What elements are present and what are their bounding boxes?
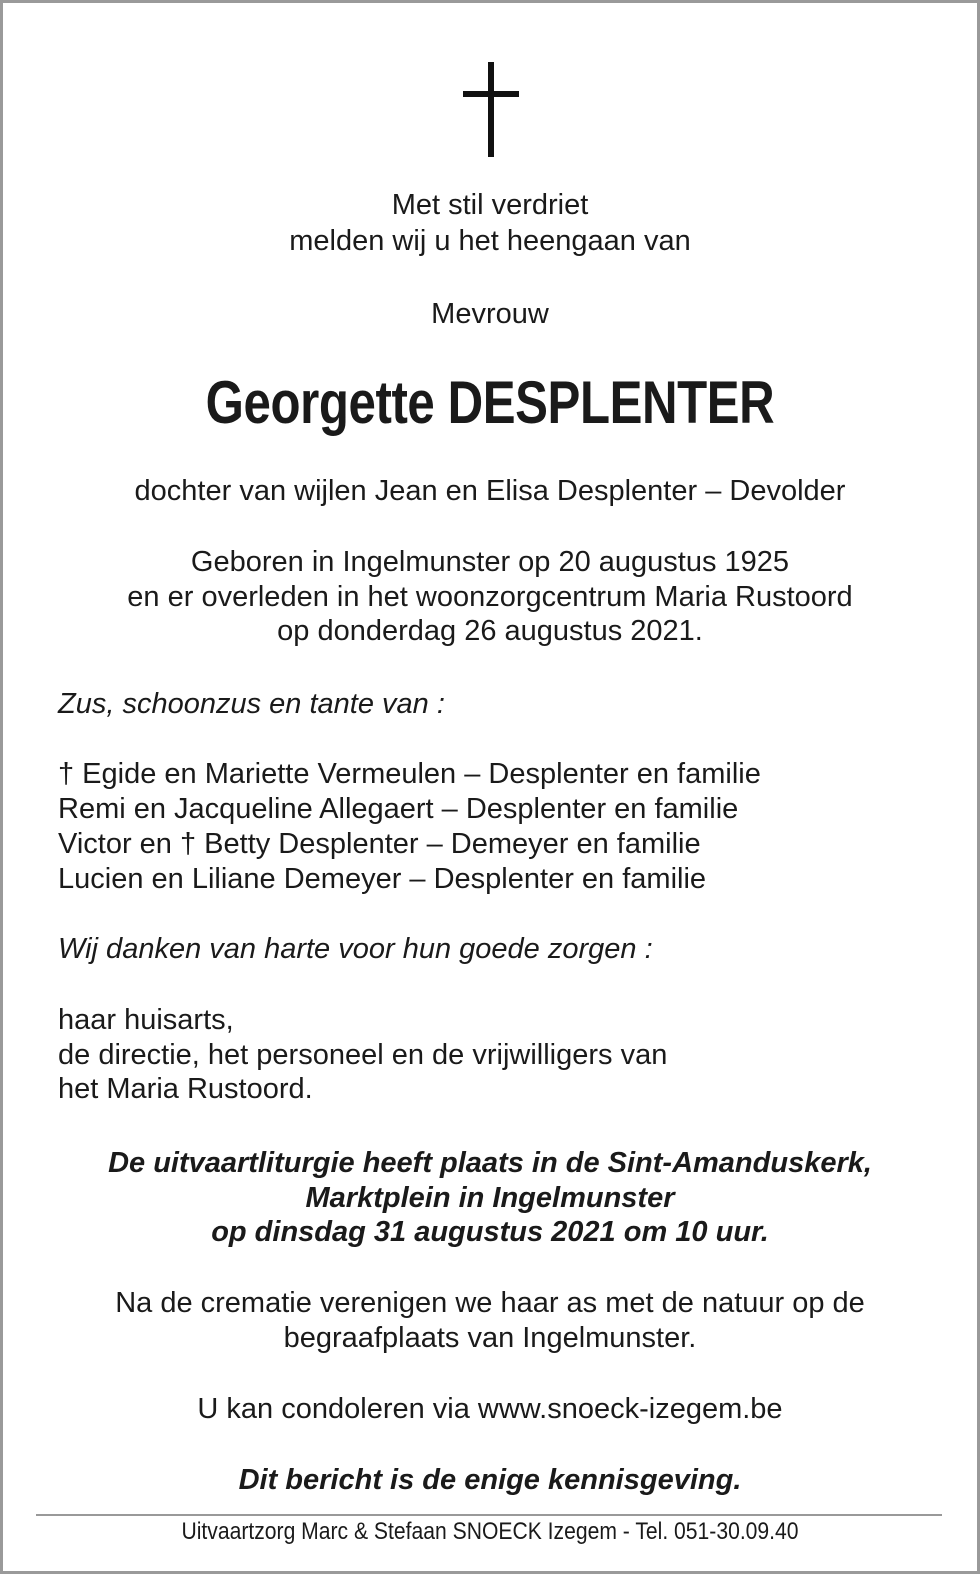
relative-item: Victor en † Betty Desplenter – Demeyer en familie: [58, 828, 701, 860]
cross-horizontal: [463, 91, 519, 97]
cremation-line: Na de crematie verenigen we haar as met de natuur op de: [115, 1287, 865, 1319]
footer-text: Uitvaartzorg Marc & Stefaan SNOECK Izegem - Tel. 051-30.09.40: [181, 1518, 799, 1545]
funeral-line: Marktplein in Ingelmunster: [305, 1182, 675, 1214]
parents: dochter van wijlen Jean en Elisa Desplenter – Devolder: [134, 475, 846, 507]
cross-vertical: [488, 62, 494, 157]
thanks-line: het Maria Rustoord.: [58, 1073, 313, 1105]
condolences-text: U kan condoleren via www.snoeck-izegem.be: [197, 1393, 783, 1425]
deceased-name: Georgette DESPLENTER: [205, 369, 775, 436]
thanks-heading: Wij danken van harte voor hun goede zorgen :: [58, 933, 653, 965]
title: Mevrouw: [431, 298, 549, 330]
relative-item: Lucien en Liliane Demeyer – Desplenter en familie: [58, 863, 707, 895]
relatives-heading: Zus, schoonzus en tante van :: [58, 688, 445, 720]
thanks-line: de directie, het personeel en de vrijwilligers van: [58, 1039, 668, 1071]
birth-death-line: Geboren in Ingelmunster op 20 augustus 1925: [190, 546, 790, 578]
funeral-line: op dinsdag 31 augustus 2021 om 10 uur.: [211, 1216, 769, 1248]
cremation-line: begraafplaats van Ingelmunster.: [283, 1322, 697, 1354]
relative-item: Remi en Jacqueline Allegaert – Desplenter en familie: [58, 793, 739, 825]
footer-divider: [36, 1514, 942, 1516]
funeral-line: De uitvaartliturgie heeft plaats in de Sint-Amanduskerk,: [108, 1147, 872, 1179]
birth-death-line: en er overleden in het woonzorgcentrum Maria Rustoord: [127, 581, 853, 613]
notice-text: Dit bericht is de enige kennisgeving.: [238, 1464, 742, 1496]
birth-death-line: op donderdag 26 augustus 2021.: [277, 615, 703, 647]
intro-line: melden wij u het heengaan van: [289, 225, 691, 257]
thanks-line: haar huisarts,: [58, 1004, 234, 1036]
intro-line: Met stil verdriet: [391, 189, 589, 221]
relative-item: † Egide en Mariette Vermeulen – Desplenter en familie: [58, 758, 761, 790]
